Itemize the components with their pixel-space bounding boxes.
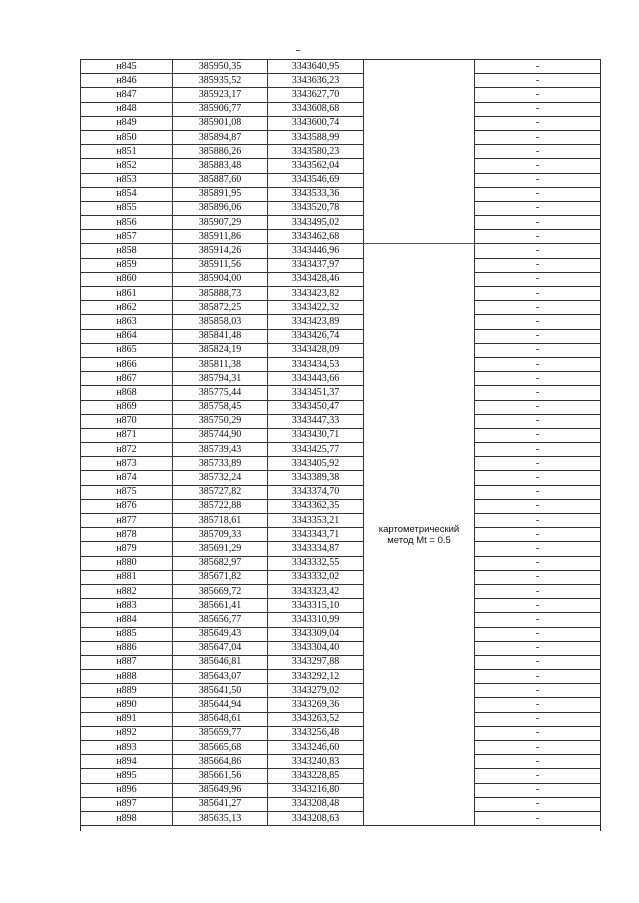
y-coordinate-cell: 3343423,82: [268, 287, 364, 301]
x-coordinate-cell: 385656,77: [173, 613, 268, 627]
x-coordinate-cell: 385894,87: [173, 130, 268, 144]
x-coordinate-cell: 385649,43: [173, 627, 268, 641]
note-cell: -: [475, 201, 601, 215]
note-cell: -: [475, 301, 601, 315]
note-cell: -: [475, 485, 601, 499]
y-coordinate-cell: 3343374,70: [268, 485, 364, 499]
y-coordinate-cell: 3343304,40: [268, 641, 364, 655]
x-coordinate-cell: 385727,82: [173, 485, 268, 499]
x-coordinate-cell: 385775,44: [173, 386, 268, 400]
y-coordinate-cell: 3343600,74: [268, 116, 364, 130]
method-cell-empty: [364, 60, 475, 244]
table-row: [81, 357, 601, 371]
table-row: [81, 514, 601, 528]
table-row: [81, 173, 601, 187]
y-coordinate-cell: 3343450,47: [268, 400, 364, 414]
method-accuracy: метод Mt = 0.5: [387, 534, 451, 546]
x-coordinate-cell: 385858,03: [173, 315, 268, 329]
point-id-cell: н850: [81, 130, 173, 144]
y-coordinate-cell: 3343297,88: [268, 655, 364, 669]
note-cell: -: [475, 741, 601, 755]
y-coordinate-cell: 3343423,89: [268, 315, 364, 329]
note-cell: -: [475, 216, 601, 230]
table-row: [81, 414, 601, 428]
note-cell: -: [475, 315, 601, 329]
x-coordinate-cell: 385709,33: [173, 528, 268, 542]
table-row: [81, 145, 601, 159]
y-coordinate-cell: 3343334,87: [268, 542, 364, 556]
note-cell: -: [475, 74, 601, 88]
x-coordinate-cell: 385750,29: [173, 414, 268, 428]
point-id-cell: н893: [81, 741, 173, 755]
table-row: [81, 811, 601, 825]
x-coordinate-cell: 385664,86: [173, 755, 268, 769]
y-coordinate-cell: 3343362,35: [268, 499, 364, 513]
y-coordinate-cell: 3343640,95: [268, 60, 364, 74]
x-coordinate-cell: 385901,08: [173, 116, 268, 130]
x-coordinate-cell: 385935,52: [173, 74, 268, 88]
x-coordinate-cell: 385635,13: [173, 811, 268, 825]
y-coordinate-cell: 3343332,02: [268, 570, 364, 584]
note-cell: -: [475, 726, 601, 740]
point-id-cell: н873: [81, 457, 173, 471]
table-row: [81, 542, 601, 556]
x-coordinate-cell: 385923,17: [173, 88, 268, 102]
table-row: [81, 528, 601, 542]
table-row: [81, 258, 601, 272]
note-cell: -: [475, 613, 601, 627]
y-coordinate-cell: 3343434,53: [268, 357, 364, 371]
y-coordinate-cell: 3343446,96: [268, 244, 364, 258]
x-coordinate-cell: 385841,48: [173, 329, 268, 343]
point-id-cell: н865: [81, 343, 173, 357]
point-id-cell: н864: [81, 329, 173, 343]
note-cell: -: [475, 712, 601, 726]
x-coordinate-cell: 385888,73: [173, 287, 268, 301]
table-row: [81, 684, 601, 698]
table-row: [81, 301, 601, 315]
y-coordinate-cell: 3343533,36: [268, 187, 364, 201]
table-row: [81, 428, 601, 442]
point-id-cell: н874: [81, 471, 173, 485]
x-coordinate-cell: 385883,48: [173, 159, 268, 173]
note-cell: -: [475, 528, 601, 542]
point-id-cell: н854: [81, 187, 173, 201]
point-id-cell: н876: [81, 499, 173, 513]
y-coordinate-cell: 3343216,80: [268, 783, 364, 797]
table-row: [81, 88, 601, 102]
coordinates-table-body: [81, 60, 601, 826]
y-coordinate-cell: 3343495,02: [268, 216, 364, 230]
table-row: [81, 556, 601, 570]
note-cell: -: [475, 130, 601, 144]
table-row: [81, 130, 601, 144]
note-cell: -: [475, 230, 601, 244]
point-id-cell: н848: [81, 102, 173, 116]
point-id-cell: н882: [81, 584, 173, 598]
note-cell: -: [475, 60, 601, 74]
point-id-cell: н878: [81, 528, 173, 542]
x-coordinate-cell: 385661,56: [173, 769, 268, 783]
note-cell: -: [475, 102, 601, 116]
point-id-cell: н858: [81, 244, 173, 258]
point-id-cell: н877: [81, 514, 173, 528]
table-row: [81, 102, 601, 116]
point-id-cell: н847: [81, 88, 173, 102]
table-row: [81, 755, 601, 769]
y-coordinate-cell: 3343562,04: [268, 159, 364, 173]
note-cell: -: [475, 116, 601, 130]
point-id-cell: н879: [81, 542, 173, 556]
x-coordinate-cell: 385811,38: [173, 357, 268, 371]
y-coordinate-cell: 3343636,23: [268, 74, 364, 88]
point-id-cell: н896: [81, 783, 173, 797]
x-coordinate-cell: 385646,81: [173, 655, 268, 669]
table-row: [81, 599, 601, 613]
table-row: [81, 485, 601, 499]
table-row: [81, 613, 601, 627]
note-cell: -: [475, 570, 601, 584]
x-coordinate-cell: 385950,35: [173, 60, 268, 74]
table-row: [81, 216, 601, 230]
note-cell: -: [475, 386, 601, 400]
table-row: [81, 315, 601, 329]
table-row: [81, 655, 601, 669]
table-row: [81, 471, 601, 485]
y-coordinate-cell: 3343428,09: [268, 343, 364, 357]
table-row: [81, 244, 601, 258]
table-row: [81, 400, 601, 414]
y-coordinate-cell: 3343228,85: [268, 769, 364, 783]
note-cell: -: [475, 173, 601, 187]
note-cell: -: [475, 145, 601, 159]
y-coordinate-cell: 3343627,70: [268, 88, 364, 102]
x-coordinate-cell: 385732,24: [173, 471, 268, 485]
point-id-cell: н861: [81, 287, 173, 301]
point-id-cell: н866: [81, 357, 173, 371]
point-id-cell: н892: [81, 726, 173, 740]
table-row: [81, 372, 601, 386]
note-cell: -: [475, 514, 601, 528]
y-coordinate-cell: 3343323,42: [268, 584, 364, 598]
point-id-cell: н845: [81, 60, 173, 74]
x-coordinate-cell: 385647,04: [173, 641, 268, 655]
table-row: [81, 201, 601, 215]
point-id-cell: н863: [81, 315, 173, 329]
note-cell: -: [475, 797, 601, 811]
note-cell: -: [475, 556, 601, 570]
note-cell: -: [475, 287, 601, 301]
scan-speck: [296, 50, 300, 51]
y-coordinate-cell: 3343580,23: [268, 145, 364, 159]
table-row: [81, 726, 601, 740]
table-row: [81, 499, 601, 513]
x-coordinate-cell: 385643,07: [173, 670, 268, 684]
point-id-cell: н849: [81, 116, 173, 130]
note-cell: -: [475, 811, 601, 825]
note-cell: -: [475, 698, 601, 712]
point-id-cell: н885: [81, 627, 173, 641]
point-id-cell: н889: [81, 684, 173, 698]
x-coordinate-cell: 385744,90: [173, 428, 268, 442]
point-id-cell: н886: [81, 641, 173, 655]
point-id-cell: н868: [81, 386, 173, 400]
note-cell: -: [475, 272, 601, 286]
x-coordinate-cell: 385872,25: [173, 301, 268, 315]
y-coordinate-cell: 3343208,63: [268, 811, 364, 825]
x-coordinate-cell: 385733,89: [173, 457, 268, 471]
y-coordinate-cell: 3343405,92: [268, 457, 364, 471]
y-coordinate-cell: 3343437,97: [268, 258, 364, 272]
table-row: [81, 769, 601, 783]
table-row: [81, 230, 601, 244]
x-coordinate-cell: 385911,56: [173, 258, 268, 272]
x-coordinate-cell: 385669,72: [173, 584, 268, 598]
x-coordinate-cell: 385641,27: [173, 797, 268, 811]
note-cell: -: [475, 159, 601, 173]
x-coordinate-cell: 385648,61: [173, 712, 268, 726]
x-coordinate-cell: 385691,29: [173, 542, 268, 556]
x-coordinate-cell: 385665,68: [173, 741, 268, 755]
table-row: [81, 443, 601, 457]
x-coordinate-cell: 385886,26: [173, 145, 268, 159]
table-row: [81, 741, 601, 755]
point-id-cell: н894: [81, 755, 173, 769]
y-coordinate-cell: 3343269,36: [268, 698, 364, 712]
note-cell: -: [475, 783, 601, 797]
point-id-cell: н898: [81, 811, 173, 825]
x-coordinate-cell: 385906,77: [173, 102, 268, 116]
note-cell: -: [475, 499, 601, 513]
x-coordinate-cell: 385794,31: [173, 372, 268, 386]
note-cell: -: [475, 443, 601, 457]
table-row: [81, 457, 601, 471]
table-row: [81, 116, 601, 130]
point-id-cell: н869: [81, 400, 173, 414]
note-cell: -: [475, 258, 601, 272]
table-row: [81, 797, 601, 811]
y-coordinate-cell: 3343462,68: [268, 230, 364, 244]
x-coordinate-cell: 385661,41: [173, 599, 268, 613]
x-coordinate-cell: 385758,45: [173, 400, 268, 414]
x-coordinate-cell: 385904,00: [173, 272, 268, 286]
x-coordinate-cell: 385722,88: [173, 499, 268, 513]
x-coordinate-cell: 385671,82: [173, 570, 268, 584]
y-coordinate-cell: 3343332,55: [268, 556, 364, 570]
x-coordinate-cell: 385641,50: [173, 684, 268, 698]
table-row: [81, 74, 601, 88]
note-cell: -: [475, 599, 601, 613]
y-coordinate-cell: 3343426,74: [268, 329, 364, 343]
y-coordinate-cell: 3343343,71: [268, 528, 364, 542]
y-coordinate-cell: 3343310,99: [268, 613, 364, 627]
y-coordinate-cell: 3343315,10: [268, 599, 364, 613]
x-coordinate-cell: 385896,06: [173, 201, 268, 215]
point-id-cell: н887: [81, 655, 173, 669]
table-row: [81, 783, 601, 797]
table-row: [81, 386, 601, 400]
y-coordinate-cell: 3343240,83: [268, 755, 364, 769]
table-row: [81, 343, 601, 357]
point-id-cell: н888: [81, 670, 173, 684]
x-coordinate-cell: 385739,43: [173, 443, 268, 457]
table-row: [81, 272, 601, 286]
method-cell: [364, 244, 475, 826]
y-coordinate-cell: 3343428,46: [268, 272, 364, 286]
note-cell: -: [475, 400, 601, 414]
point-id-cell: н852: [81, 159, 173, 173]
y-coordinate-cell: 3343263,52: [268, 712, 364, 726]
note-cell: -: [475, 655, 601, 669]
note-cell: -: [475, 627, 601, 641]
point-id-cell: н897: [81, 797, 173, 811]
note-cell: -: [475, 457, 601, 471]
note-cell: -: [475, 244, 601, 258]
x-coordinate-cell: 385682,97: [173, 556, 268, 570]
point-id-cell: н856: [81, 216, 173, 230]
table-row: [81, 584, 601, 598]
point-id-cell: н890: [81, 698, 173, 712]
x-coordinate-cell: 385659,77: [173, 726, 268, 740]
y-coordinate-cell: 3343451,37: [268, 386, 364, 400]
point-id-cell: н855: [81, 201, 173, 215]
table-row: [81, 641, 601, 655]
y-coordinate-cell: 3343246,60: [268, 741, 364, 755]
point-id-cell: н857: [81, 230, 173, 244]
note-cell: -: [475, 329, 601, 343]
note-cell: -: [475, 414, 601, 428]
y-coordinate-cell: 3343447,33: [268, 414, 364, 428]
table-row: [81, 159, 601, 173]
table-row: [81, 670, 601, 684]
point-id-cell: н860: [81, 272, 173, 286]
point-id-cell: н881: [81, 570, 173, 584]
point-id-cell: н867: [81, 372, 173, 386]
point-id-cell: н872: [81, 443, 173, 457]
note-cell: -: [475, 641, 601, 655]
x-coordinate-cell: 385891,95: [173, 187, 268, 201]
x-coordinate-cell: 385718,61: [173, 514, 268, 528]
note-cell: -: [475, 343, 601, 357]
table-row: [81, 287, 601, 301]
note-cell: -: [475, 471, 601, 485]
point-id-cell: н895: [81, 769, 173, 783]
point-id-cell: н859: [81, 258, 173, 272]
table-row: [81, 698, 601, 712]
point-id-cell: н880: [81, 556, 173, 570]
note-cell: -: [475, 357, 601, 371]
point-id-cell: н875: [81, 485, 173, 499]
point-id-cell: н853: [81, 173, 173, 187]
y-coordinate-cell: 3343292,12: [268, 670, 364, 684]
table-row: [81, 627, 601, 641]
note-cell: -: [475, 584, 601, 598]
y-coordinate-cell: 3343443,66: [268, 372, 364, 386]
x-coordinate-cell: 385914,26: [173, 244, 268, 258]
x-coordinate-cell: 385644,94: [173, 698, 268, 712]
note-cell: -: [475, 372, 601, 386]
note-cell: -: [475, 187, 601, 201]
y-coordinate-cell: 3343279,02: [268, 684, 364, 698]
note-cell: -: [475, 428, 601, 442]
point-id-cell: н851: [81, 145, 173, 159]
y-coordinate-cell: 3343520,78: [268, 201, 364, 215]
note-cell: -: [475, 542, 601, 556]
point-id-cell: н870: [81, 414, 173, 428]
y-coordinate-cell: 3343422,32: [268, 301, 364, 315]
point-id-cell: н891: [81, 712, 173, 726]
x-coordinate-cell: 385887,60: [173, 173, 268, 187]
point-id-cell: н871: [81, 428, 173, 442]
table-row: [81, 187, 601, 201]
y-coordinate-cell: 3343309,04: [268, 627, 364, 641]
note-cell: -: [475, 88, 601, 102]
table-row: [81, 60, 601, 74]
note-cell: -: [475, 755, 601, 769]
table-row: [81, 712, 601, 726]
point-id-cell: н883: [81, 599, 173, 613]
x-coordinate-cell: 385911,86: [173, 230, 268, 244]
point-id-cell: н884: [81, 613, 173, 627]
y-coordinate-cell: 3343256,48: [268, 726, 364, 740]
table-row: [81, 570, 601, 584]
y-coordinate-cell: 3343208,48: [268, 797, 364, 811]
y-coordinate-cell: 3343425,77: [268, 443, 364, 457]
point-id-cell: н862: [81, 301, 173, 315]
y-coordinate-cell: 3343353,21: [268, 514, 364, 528]
y-coordinate-cell: 3343430,71: [268, 428, 364, 442]
x-coordinate-cell: 385824,19: [173, 343, 268, 357]
note-cell: -: [475, 684, 601, 698]
point-id-cell: н846: [81, 74, 173, 88]
note-cell: -: [475, 769, 601, 783]
coordinates-table: [80, 59, 601, 826]
table-row: [81, 329, 601, 343]
note-cell: -: [475, 670, 601, 684]
method-name: картометрический: [378, 523, 460, 535]
y-coordinate-cell: 3343588,99: [268, 130, 364, 144]
x-coordinate-cell: 385907,29: [173, 216, 268, 230]
x-coordinate-cell: 385649,96: [173, 783, 268, 797]
y-coordinate-cell: 3343608,68: [268, 102, 364, 116]
y-coordinate-cell: 3343389,38: [268, 471, 364, 485]
y-coordinate-cell: 3343546,69: [268, 173, 364, 187]
